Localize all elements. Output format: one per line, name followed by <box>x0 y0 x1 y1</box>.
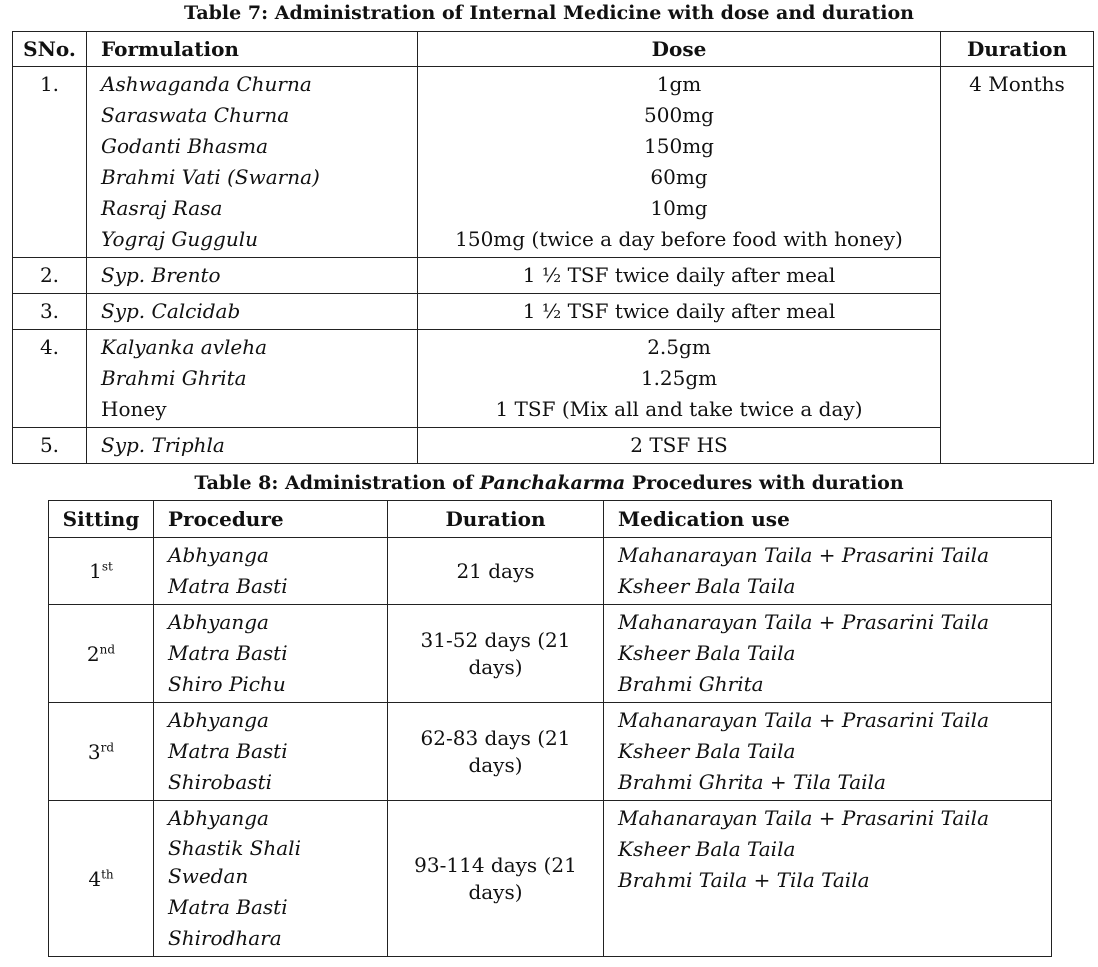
formulation-item: Rasraj Rasa <box>101 196 223 220</box>
header-formulation: Formulation <box>87 32 418 67</box>
table8 <box>48 500 1052 957</box>
sitting-cell: 4th <box>49 801 154 957</box>
procedure-item: Matra Basti <box>168 895 288 919</box>
medication-item: Mahanarayan Taila + Prasarini Taila <box>618 543 990 567</box>
medication-item: Mahanarayan Taila + Prasarini Taila <box>618 708 990 732</box>
formulation-item: Honey <box>101 397 167 421</box>
dose-item: 1.25gm <box>640 366 718 390</box>
procedure-item: Abhyanga <box>168 610 269 634</box>
dose-item: 60mg <box>650 165 708 189</box>
row-formulations <box>87 67 418 258</box>
header-dose: Dose <box>418 32 941 67</box>
medication-cell <box>604 538 1052 605</box>
procedure-item: Shastik Shali Swedan <box>168 836 301 888</box>
procedure-item: Matra Basti <box>168 739 288 763</box>
duration-cell: 93-114 days (21 days) <box>388 801 604 957</box>
procedure-item: Abhyanga <box>168 806 269 830</box>
header-duration: Duration <box>388 501 604 538</box>
duration-cell: 31-52 days (21 days) <box>388 605 604 703</box>
sitting-cell: 2nd <box>49 605 154 703</box>
medication-item: Ksheer Bala Taila <box>618 641 796 665</box>
formulation-item: Syp. Calcidab <box>101 299 241 323</box>
table-row <box>13 330 1094 428</box>
header-sitting: Sitting <box>49 501 154 538</box>
procedure-item: Shirodhara <box>168 926 282 950</box>
formulation-item: Syp. Brento <box>101 263 221 287</box>
duration-cell: 21 days <box>388 538 604 605</box>
table7-caption: Table 7: Administration of Internal Medicine with dose and duration <box>184 2 914 24</box>
formulation-item: Ashwaganda Churna <box>101 72 312 96</box>
header-procedure: Procedure <box>154 501 388 538</box>
dose-item: 1gm <box>656 72 702 96</box>
row-sno: 1. <box>13 67 87 258</box>
medication-item: Brahmi Taila + Tila Taila <box>618 868 870 892</box>
row-doses <box>418 258 941 294</box>
procedure-cell <box>154 538 388 605</box>
table8-header-row <box>49 501 1052 538</box>
table-row <box>13 294 1094 330</box>
formulation-item: Yograj Guggulu <box>101 227 258 251</box>
row-formulations <box>87 258 418 294</box>
formulation-item: Godanti Bhasma <box>101 134 269 158</box>
header-duration: Duration <box>941 32 1094 67</box>
medication-item: Mahanarayan Taila + Prasarini Taila <box>618 610 990 634</box>
table-row <box>49 538 1052 605</box>
dose-item: 2.5gm <box>647 335 711 359</box>
formulation-item: Brahmi Vati (Swarna) <box>101 165 320 189</box>
row-sno: 2. <box>13 258 87 294</box>
row-sno: 3. <box>13 294 87 330</box>
duration-cell: 62-83 days (21 days) <box>388 703 604 801</box>
table-row <box>13 258 1094 294</box>
row-doses <box>418 330 941 428</box>
procedure-item: Shiro Pichu <box>168 672 286 696</box>
dose-item: 1 ½ TSF twice daily after meal <box>522 263 836 287</box>
row-formulations <box>87 294 418 330</box>
dose-item: 1 ½ TSF twice daily after meal <box>522 299 836 323</box>
row-doses <box>418 67 941 258</box>
medication-cell <box>604 801 1052 957</box>
formulation-item: Syp. Triphla <box>101 433 225 457</box>
dose-item: 10mg <box>650 196 708 220</box>
procedure-item: Shirobasti <box>168 770 273 794</box>
header-sno: SNo. <box>13 32 87 67</box>
row-sno: 4. <box>13 330 87 428</box>
dose-item: 150mg <box>644 134 714 158</box>
sitting-cell: 3rd <box>49 703 154 801</box>
dose-item: 500mg <box>644 103 714 127</box>
procedure-cell <box>154 801 388 957</box>
formulation-item: Kalyanka avleha <box>101 335 268 359</box>
row-formulations <box>87 330 418 428</box>
formulation-item: Saraswata Churna <box>101 103 290 127</box>
table-row <box>13 67 1094 258</box>
procedure-item: Matra Basti <box>168 641 288 665</box>
medication-item: Brahmi Ghrita <box>618 672 764 696</box>
row-doses <box>418 294 941 330</box>
medication-cell <box>604 703 1052 801</box>
duration-value: 4 Months <box>969 72 1065 96</box>
sitting-cell: 1st <box>49 538 154 605</box>
procedure-cell <box>154 605 388 703</box>
header-medication: Medication use <box>604 501 1052 538</box>
row-doses <box>418 428 941 464</box>
medication-item: Ksheer Bala Taila <box>618 837 796 861</box>
duration-cell <box>941 67 1094 464</box>
row-sno: 5. <box>13 428 87 464</box>
medication-item: Ksheer Bala Taila <box>618 739 796 763</box>
table7 <box>12 31 1094 464</box>
procedure-item: Matra Basti <box>168 574 288 598</box>
medication-item: Ksheer Bala Taila <box>618 574 796 598</box>
dose-item: 2 TSF HS <box>630 433 728 457</box>
table8-caption: Table 8: Administration of Panchakarma Procedures with duration <box>194 472 904 494</box>
procedure-item: Abhyanga <box>168 543 269 567</box>
table-row <box>13 428 1094 464</box>
medication-item: Brahmi Ghrita + Tila Taila <box>618 770 886 794</box>
dose-item: 150mg (twice a day before food with honey) <box>455 227 903 251</box>
procedure-cell <box>154 703 388 801</box>
procedure-item: Abhyanga <box>168 708 269 732</box>
table-row <box>49 801 1052 957</box>
table7-header-row <box>13 32 1094 67</box>
table-row <box>49 605 1052 703</box>
table-row <box>49 703 1052 801</box>
formulation-item: Brahmi Ghrita <box>101 366 247 390</box>
dose-item: 1 TSF (Mix all and take twice a day) <box>495 397 863 421</box>
medication-cell <box>604 605 1052 703</box>
medication-item: Mahanarayan Taila + Prasarini Taila <box>618 806 990 830</box>
row-formulations <box>87 428 418 464</box>
